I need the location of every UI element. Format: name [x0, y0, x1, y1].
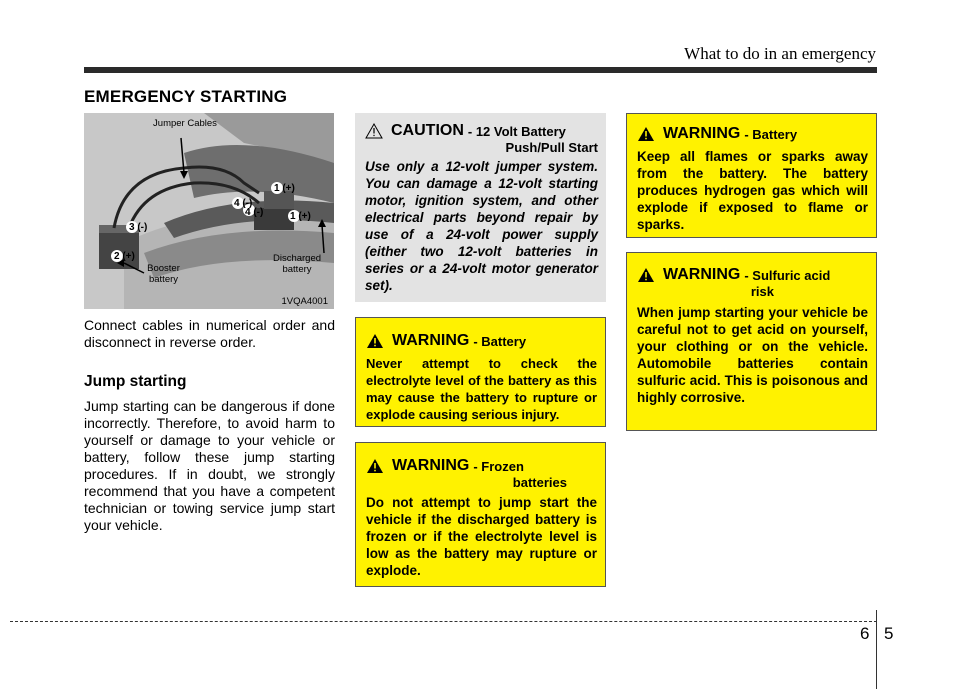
warning-triangle-icon — [637, 267, 655, 283]
warning-flames-box — [626, 113, 877, 238]
warning-frozen-heading — [366, 457, 597, 475]
warning-acid-kind: WARNING — [663, 266, 741, 283]
warning-frozen-box — [355, 442, 606, 587]
warning-acid-text: When jump starting your vehicle be careful not to get acid on yourself, your clothing or on the vehicle. Automobile batteries contain sulfuric acid. This is poisonous and highly corrosive. — [637, 305, 868, 405]
warning-frozen-subject: - Frozen — [473, 459, 524, 474]
footer-divider — [876, 610, 877, 689]
jumper-cables-label: Jumper Cables — [153, 118, 217, 129]
intro-paragraph: Connect cables in numerical order and disconnect in reverse order. — [84, 317, 335, 350]
warning-battery-check-text: Never attempt to check the electrolyte level of the battery as this may cause the battery to rupture or explode causing serious injury. — [366, 356, 597, 422]
header-rule — [84, 67, 877, 73]
warning-triangle-icon — [637, 126, 655, 142]
footer-rule — [10, 621, 877, 622]
warning-battery-check-box — [355, 317, 606, 427]
booster-battery-label: Booster battery — [147, 263, 180, 285]
warning-battery-check-kind: WARNING — [392, 332, 470, 349]
warning-acid-subject-line2: risk — [750, 284, 774, 299]
warning-acid-box — [626, 252, 877, 431]
warning-frozen-text: Do not attempt to jump start the vehicle if the discharged battery is frozen or if the electrolyte level is low as the battery may rupture or explode. — [366, 495, 597, 578]
marker-1a: 1 (+) — [274, 183, 295, 194]
marker-2: 2 (+) — [114, 251, 135, 262]
warning-flames-text: Keep all flames or sparks away from the battery. The battery produces hydrogen gas which will explode if exposed to flame or sparks. — [637, 149, 868, 232]
warning-acid-subject: - Sulfuric acid — [744, 268, 831, 283]
warning-battery-check-heading — [366, 332, 597, 350]
chapter-header-title: What to do in an emergency — [684, 44, 876, 63]
marker-4b: 4 (-) — [245, 207, 264, 218]
caution-box — [355, 113, 606, 302]
caution-subject-line2: Push/Pull Start — [505, 140, 598, 155]
marker-3: 3 (-) — [129, 222, 148, 233]
section-title: EMERGENCY STARTING — [84, 87, 288, 106]
caution-text: Use only a 12-volt jumper system. You can damage a 12-volt starting motor, ignition system, and other electrical parts beyond repair by use of a 24-volt power supply (either two 12-volt batteries in series or a 24-volt motor generator set). — [365, 159, 598, 293]
warning-flames-heading — [637, 125, 868, 143]
caution-subject: - 12 Volt Battery — [467, 124, 566, 139]
marker-1b: 1 (+) — [290, 211, 311, 222]
jump-starting-paragraph: Jump starting can be dangerous if done incorrectly. Therefore, to avoid harm to yourself or damage to your vehicle or battery, follow these jump starting procedures. If in doubt, we strongly recommend that you have a competent technician or towing service jump start your vehicle. — [84, 398, 335, 533]
caution-triangle-icon — [365, 123, 383, 139]
warning-flames-subject: - Battery — [744, 127, 798, 142]
warning-frozen-subject-line2: batteries — [512, 475, 567, 490]
caution-heading — [365, 122, 598, 140]
warning-acid-heading — [637, 266, 868, 284]
warning-battery-check-subject: - Battery — [473, 334, 527, 349]
page-number: 5 — [884, 624, 894, 643]
page-chapter-number: 6 — [860, 624, 870, 643]
discharged-battery-label: Discharged battery — [272, 253, 322, 275]
caution-kind: CAUTION — [391, 122, 464, 139]
warning-triangle-icon — [366, 333, 384, 349]
warning-triangle-icon — [366, 458, 384, 474]
warning-frozen-kind: WARNING — [392, 457, 470, 474]
marker-4a: 4 (-) — [234, 198, 253, 209]
figure-code: 1VQA4001 — [281, 296, 328, 307]
jump-starting-heading: Jump starting — [84, 373, 187, 390]
jump-start-illustration — [84, 113, 334, 309]
warning-flames-kind: WARNING — [663, 125, 741, 142]
